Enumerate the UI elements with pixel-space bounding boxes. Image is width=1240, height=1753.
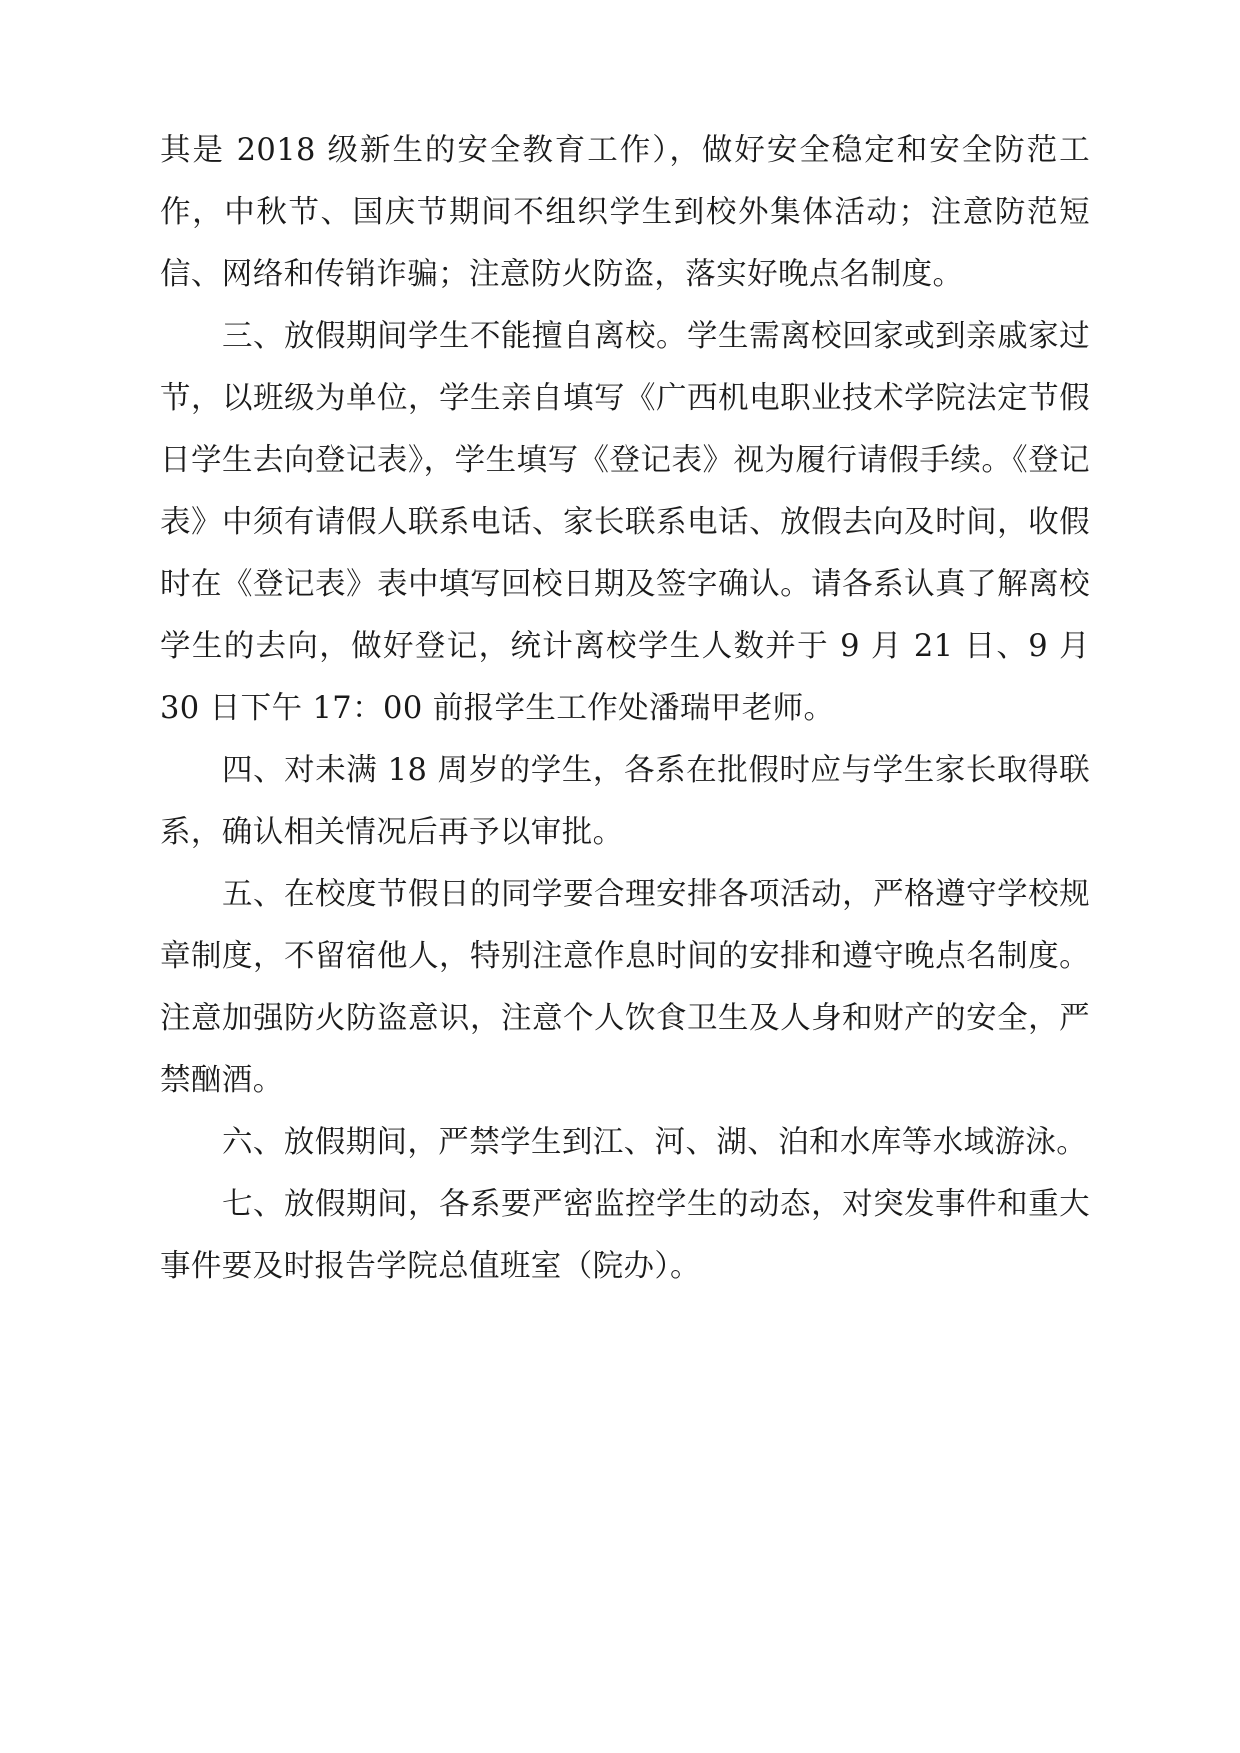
- paragraph-item-5: 五、在校度节假日的同学要合理安排各项活动，严格遵守学校规章制度，不留宿他人，特别注意作息时间的安排和遵守晚点名制度。注意加强防火防盗意识，注意个人饮食卫生及人身和财产的安全，严禁酗酒。: [160, 877, 1090, 1098]
- paragraph-item-6: 六、放假期间，严禁学生到江、河、湖、泊和水库等水域游泳。: [222, 1125, 1088, 1160]
- paragraph-item-3: 三、放假期间学生不能擅自离校。学生需离校回家或到亲戚家过节，以班级为单位，学生亲自填写《广西机电职业技术学院法定节假日学生去向登记表》，学生填写《登记表》视为履行请假手续。《登记表》中须有请假人联系电话、家长联系电话、放假去向及时间，收假时在《登记表》表中填写回校日期及签字确认。请各系认真了解离校学生的去向，做好登记，统计离校学生人数并于 9 月 21 日、9 月 30 日下午 17：00 前报学生工作处潘瑞甲老师。: [160, 319, 1090, 726]
- paragraph-continued: 其是 2018 级新生的安全教育工作），做好安全稳定和安全防范工作，中秋节、国庆节期间不组织学生到校外集体活动；注意防范短信、网络和传销诈骗；注意防火防盗，落实好晚点名制度。: [160, 133, 1090, 292]
- document-body: [160, 120, 1090, 1298]
- paragraph-item-7: 七、放假期间，各系要严密监控学生的动态，对突发事件和重大事件要及时报告学院总值班室（院办）。: [160, 1187, 1090, 1284]
- paragraph-item-4: 四、对未满 18 周岁的学生，各系在批假时应与学生家长取得联系，确认相关情况后再予以审批。: [160, 753, 1090, 850]
